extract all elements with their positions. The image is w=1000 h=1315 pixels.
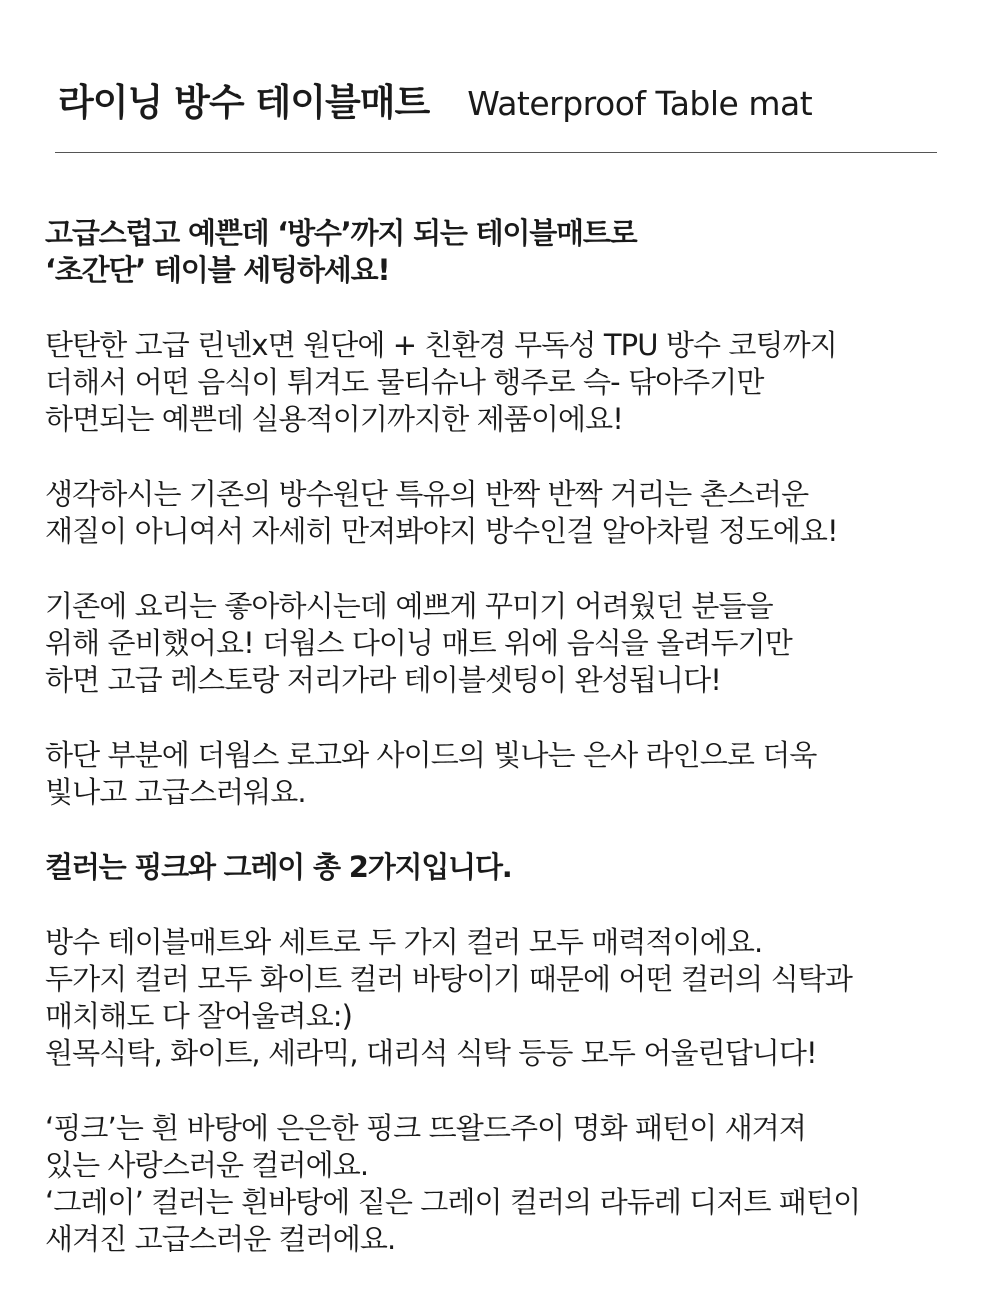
text-line: 더해서 어떤 음식이 튀겨도 물티슈나 행주로 슥- 닦아주기만 bbox=[45, 365, 764, 399]
headline-paragraph bbox=[45, 215, 955, 289]
colors-paragraph bbox=[45, 924, 955, 1072]
text-line: 컬러는 핑크와 그레이 총 2가지입니다. bbox=[45, 850, 512, 884]
text-line: 매치해도 다 잘어울려요:) bbox=[45, 999, 353, 1033]
text-line: 두가지 컬러 모두 화이트 컬러 바탕이기 때문에 어떤 컬러의 식탁과 bbox=[45, 962, 852, 996]
text-line: 하면 고급 레스토랑 저리가라 테이블셋팅이 완성됩니다! bbox=[45, 663, 721, 697]
text-line: 기존에 요리는 좋아하시는데 예쁘게 꾸미기 어려웠던 분들을 bbox=[45, 589, 773, 623]
text-line: 탄탄한 고급 린넨x면 원단에 + 친환경 무독성 TPU 방수 코팅까지 bbox=[45, 328, 837, 362]
text-line: ‘핑크’는 흰 바탕에 은은한 핑크 뜨왈드주이 명화 패턴이 새겨져 bbox=[45, 1111, 807, 1145]
page-header bbox=[58, 72, 958, 132]
text-line: 생각하시는 기존의 방수원단 특유의 반짝 반짝 거리는 촌스러운 bbox=[45, 477, 809, 511]
text-line: 빛나고 고급스러워요. bbox=[45, 775, 306, 809]
text-line: ‘그레이’ 컬러는 흰바탕에 짙은 그레이 컬러의 라듀레 디저트 패턴이 bbox=[45, 1185, 861, 1219]
text-line: ‘초간단’ 테이블 세팅하세요! bbox=[45, 253, 390, 287]
text-line: 재질이 아니여서 자세히 만져봐야지 방수인걸 알아차릴 정도에요! bbox=[45, 514, 838, 548]
text-line: 하단 부분에 더웜스 로고와 사이드의 빛나는 은사 라인으로 더욱 bbox=[45, 738, 817, 772]
title-english: Waterproof Table mat bbox=[467, 84, 813, 123]
text-line: 원목식탁, 화이트, 세라믹, 대리석 식탁 등등 모두 어울린답니다! bbox=[45, 1036, 817, 1070]
colors-headline bbox=[45, 849, 955, 886]
texture-paragraph bbox=[45, 476, 955, 550]
title-korean: 라이닝 방수 테이블매트 bbox=[58, 81, 430, 124]
text-line: 고급스럽고 예쁜데 ‘방수’까지 되는 테이블매트로 bbox=[45, 216, 637, 250]
description-body bbox=[45, 215, 955, 1296]
text-line: 새겨진 고급스러운 컬러에요. bbox=[45, 1222, 396, 1256]
material-paragraph bbox=[45, 327, 955, 438]
text-line: 하면되는 예쁜데 실용적이기까지한 제품이에요! bbox=[45, 402, 623, 436]
setting-paragraph bbox=[45, 588, 955, 699]
text-line: 있는 사랑스러운 컬러에요. bbox=[45, 1148, 369, 1182]
pattern-paragraph bbox=[45, 1110, 955, 1258]
text-line: 방수 테이블매트와 세트로 두 가지 컬러 모두 매력적이에요. bbox=[45, 925, 763, 959]
text-line: 위해 준비했어요! 더웜스 다이닝 매트 위에 음식을 올려두기만 bbox=[45, 626, 792, 660]
logo-paragraph bbox=[45, 737, 955, 811]
header-divider bbox=[55, 152, 937, 153]
